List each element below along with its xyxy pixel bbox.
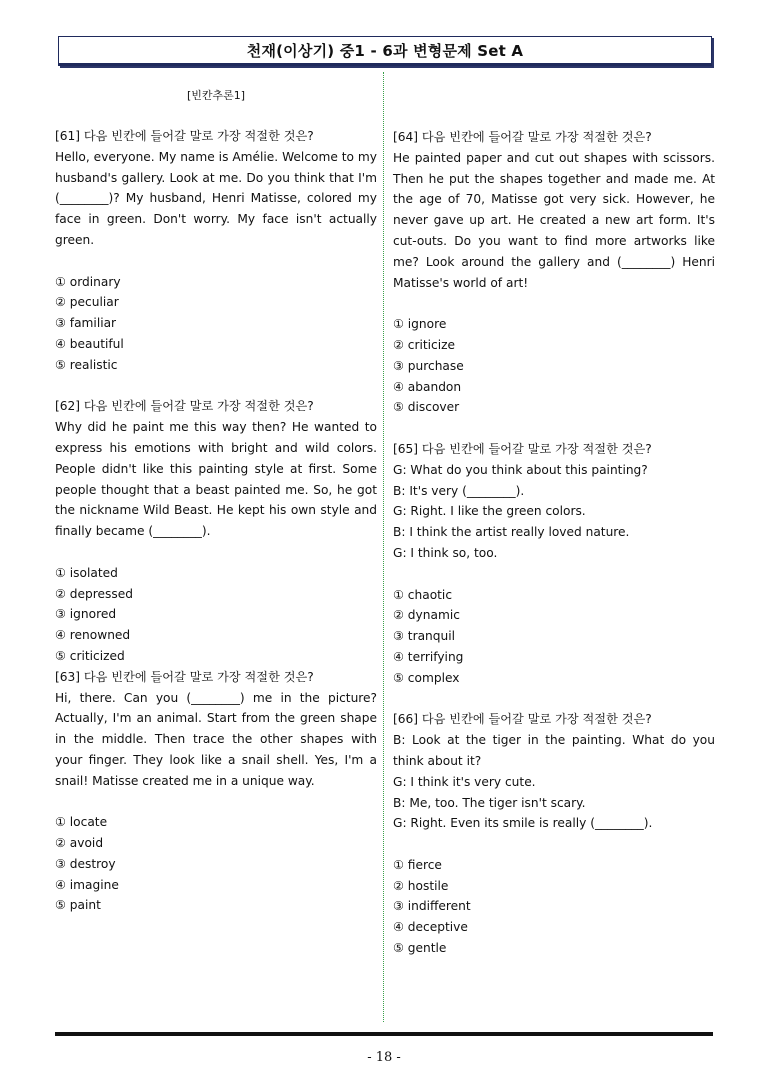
passage-text: Hi, there. Can you (________) me in the picture? Actually, I'm an animal. Start from the green shape in the middle. Then trace the other shapes with your finger. They look like a snail shell. Yes, I'm a snail! Matisse created me in a unique way.: [55, 690, 377, 788]
dialogue-line: G: What do you think about this painting?: [393, 462, 648, 477]
question-63: [55, 667, 377, 917]
answer-option[interactable]: ⑤ criticized: [55, 648, 125, 663]
question-passage: [393, 730, 715, 834]
question-64: [393, 127, 715, 418]
answer-option[interactable]: ② criticize: [393, 337, 456, 352]
question-passage: [55, 147, 377, 251]
answer-option[interactable]: ① isolated: [55, 565, 118, 580]
page-number: - 18 -: [367, 1050, 401, 1065]
answer-option[interactable]: ① fierce: [393, 857, 442, 872]
passage-text: Why did he paint me this way then? He wanted to express his emotions with bright and wild colors. People didn't like this painting style at first. Some people thought that a beast painted me. So, he got the nickname Wild Beast. He kept his own style and finally became (________).: [55, 420, 377, 539]
question-passage: [393, 148, 715, 294]
answer-option[interactable]: ③ familiar: [55, 316, 117, 331]
answer-option[interactable]: ③ purchase: [393, 358, 464, 373]
question-prompt: [63] 다음 빈칸에 들어갈 말로 가장 적절한 것은?: [55, 669, 314, 684]
answer-option[interactable]: ② hostile: [393, 878, 449, 893]
answer-options: [393, 855, 715, 959]
dialogue-line: B: I think the artist really loved nature.: [393, 525, 630, 540]
answer-option[interactable]: ④ terrifying: [393, 649, 464, 664]
answer-option[interactable]: ② peculiar: [55, 295, 119, 310]
question-prompt: [61] 다음 빈칸에 들어갈 말로 가장 적절한 것은?: [55, 129, 314, 143]
answer-option[interactable]: ④ renowned: [55, 628, 131, 643]
question-passage: [55, 417, 377, 542]
dialogue-line: G: Right. Even its smile is really (________).: [393, 816, 653, 831]
answer-option[interactable]: ③ tranquil: [393, 629, 456, 644]
answer-option[interactable]: ④ deceptive: [393, 920, 468, 935]
answer-options: [55, 272, 377, 376]
answer-option[interactable]: ② avoid: [55, 836, 104, 851]
answer-option[interactable]: ⑤ complex: [393, 670, 460, 685]
answer-options: [393, 585, 715, 689]
answer-option[interactable]: ⑤ discover: [393, 400, 460, 415]
question-passage: [55, 688, 377, 792]
question-prompt: [66] 다음 빈칸에 들어갈 말로 가장 적절한 것은?: [393, 712, 652, 727]
page-header: [58, 36, 712, 66]
answer-option[interactable]: ② dynamic: [393, 608, 460, 623]
section-label: [빈칸추론1]: [186, 89, 246, 102]
answer-options: [55, 812, 377, 916]
left-column: [55, 86, 377, 937]
dialogue-line: B: It's very (________).: [393, 483, 525, 498]
answer-option[interactable]: ① ordinary: [55, 274, 121, 289]
question-prompt: [65] 다음 빈칸에 들어갈 말로 가장 적절한 것은?: [393, 441, 652, 456]
column-divider: [383, 72, 384, 1022]
answer-option[interactable]: ③ indifferent: [393, 899, 471, 914]
question-66: [393, 709, 715, 959]
answer-option[interactable]: ⑤ paint: [55, 898, 101, 913]
answer-option[interactable]: ⑤ realistic: [55, 357, 118, 372]
answer-option[interactable]: ② depressed: [55, 586, 133, 601]
dialogue-line: B: Me, too. The tiger isn't scary.: [393, 795, 586, 810]
passage-text: He painted paper and cut out shapes with scissors. Then he put the shapes together and made me. At the age of 70, Matisse got very sick. However, he never gave up art. He created a new art form. It's cut-outs. Do you want to find more artworks like me? Look around the gallery and (________) Henri Matisse's world of art!: [393, 150, 715, 290]
question-61: [55, 126, 377, 376]
answer-options: [393, 314, 715, 418]
question-62: [55, 396, 377, 666]
dialogue-line: B: Look at the tiger in the painting. What do you think about it?: [393, 733, 715, 768]
answer-option[interactable]: ① locate: [55, 815, 108, 830]
answer-options: [55, 563, 377, 667]
question-prompt: [62] 다음 빈칸에 들어갈 말로 가장 적절한 것은?: [55, 399, 314, 414]
answer-option[interactable]: ④ beautiful: [55, 336, 124, 351]
answer-option[interactable]: ③ ignored: [55, 607, 117, 622]
dialogue-line: G: I think it's very cute.: [393, 774, 536, 789]
answer-option[interactable]: ⑤ gentle: [393, 941, 447, 956]
right-column: [393, 127, 715, 980]
answer-option[interactable]: ③ destroy: [55, 856, 116, 871]
passage-text: Hello, everyone. My name is Amélie. Welcome to my husband's gallery. Look at me. Do you think that I'm (________)? My husband, Henri Matisse, colored my face in green. Don't worry. My face isn't actually green.: [55, 149, 377, 247]
answer-option[interactable]: ④ abandon: [393, 379, 462, 394]
answer-option[interactable]: ① ignore: [393, 317, 447, 332]
dialogue-line: G: I think so, too.: [393, 545, 498, 560]
footer-rule: [55, 1032, 713, 1036]
dialogue-line: G: Right. I like the green colors.: [393, 504, 586, 519]
question-65: [393, 439, 715, 689]
answer-option[interactable]: ④ imagine: [55, 877, 119, 892]
question-prompt: [64] 다음 빈칸에 들어갈 말로 가장 적절한 것은?: [393, 130, 652, 144]
question-passage: [393, 460, 715, 564]
page-title: 천재(이상기) 중1 - 6과 변형문제 Set A: [246, 41, 524, 60]
answer-option[interactable]: ① chaotic: [393, 587, 453, 602]
